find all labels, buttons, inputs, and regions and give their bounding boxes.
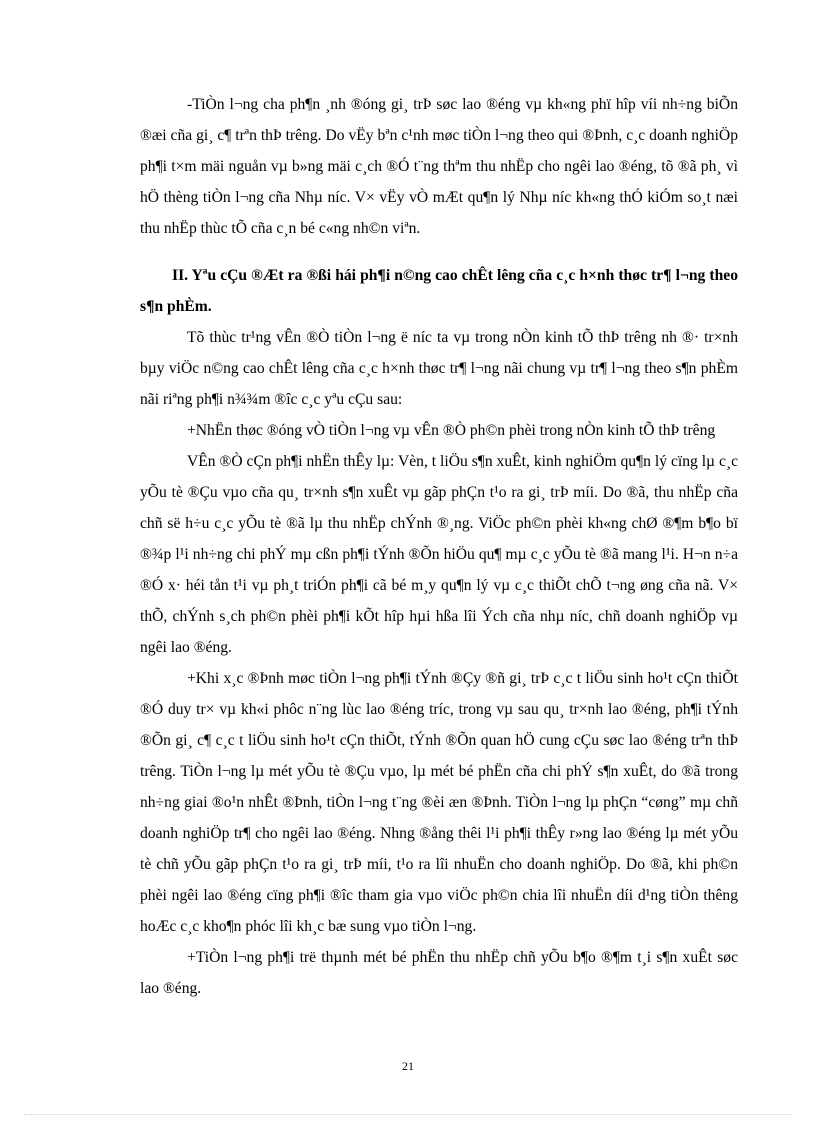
section-heading: II. Yªu cÇu ®Æt ra ®ßi hái ph¶i n©ng cao chÊt lêng cña c¸c h×nh thøc tr¶ l¬ng theo s¶n phÈm. [140,267,738,315]
page-bottom-rule [24,1114,792,1115]
paragraph-requirement-3: +TiÒn l¬ng ph¶i trë thµnh mét bé phËn thu nhËp chñ yÕu b¶o ®¶m t¸i s¶n xuÊt søc lao ®éng. [140,949,738,997]
paragraph-requirement-2: +Khi x¸c ®Þnh møc tiÒn l¬ng ph¶i tÝnh ®Çy ®ñ gi¸ trÞ c¸c t liÖu sinh ho¹t cÇn thiÕt ®Ó duy tr× vµ kh«i phôc n¨ng lùc lao ®éng tríc, trong vµ sau qu¸ tr×nh lao ®éng, ph¶i tÝnh ®Õn gi¸ c¶ c¸c t liÖu sinh ho¹t cÇn thiÕt, tÝnh ®Õn quan hÖ cung cÇu søc lao ®éng trªn thÞ trêng. TiÒn l¬ng lµ mét yÕu tè ®Çu vµo, lµ mét bé phËn cña chi phÝ s¶n xuÊt, do ®ã trong nh÷ng giai ®o¹n nhÊt ®Þnh, tiÒn l¬ng t¨ng ®èi æn ®Þnh. TiÒn l¬ng lµ phÇn “cøng” mµ chñ doanh nghiÖp tr¶ cho ngêi lao ®éng. Nhng ®ång thêi l¹i ph¶i thÊy r»ng lao ®éng lµ mét yÕu tè chñ yÕu gãp phÇn t¹o ra gi¸ trÞ míi, t¹o ra lîi nhuËn cho doanh nghiÖp. Do ®ã, khi ph©n phèi ngêi lao ®éng cïng ph¶i ®îc tham gia vµo viÖc ph©n chia lîi nhuËn díi d¹ng tiÒn thêng hoÆc c¸c kho¶n phóc lîi kh¸c bæ sung vµo tiÒn l¬ng. [140,670,738,935]
paragraph-wage-inadequacy: -TiÒn l¬ng cha ph¶n ¸nh ®óng gi¸ trÞ søc lao ®éng vµ kh«ng phï hîp víi nh÷ng biÕn ®æi cña gi¸ c¶ trªn thÞ trêng. Do vËy bªn c¹nh møc tiÒn l¬ng theo qui ®Þnh, c¸c doanh nghiÖp ph¶i t×m mäi nguån vµ b»ng mäi c¸ch ®Ó t¨ng thªm thu nhËp cho ngêi lao ®éng, tõ ®ã ph¸ vì hÖ thèng tiÒn l¬ng cña Nhµ níc. V× vËy vÒ mÆt qu¶n lý Nhµ níc kh«ng thÓ kiÓm so¸t næi thu nhËp thùc tÕ cña c¸n bé c«ng nh©n viªn. [140,96,738,237]
paragraph-requirements-intro: Tõ thùc tr¹ng vÊn ®Ò tiÒn l¬ng ë níc ta vµ trong nÒn kinh tÕ thÞ trêng nh ®· tr×nh bµy viÖc n©ng cao chÊt lêng cña c¸c h×nh thøc tr¶ l¬ng nãi chung vµ tr¶ l¬ng theo s¶n phÈm nãi riªng ph¶i n¾¾m ®îc c¸c yªu cÇu sau: [140,329,738,408]
paragraph-distribution-issue: VÊn ®Ò cÇn ph¶i nhËn thÊy lµ: Vèn, t liÖu s¶n xuÊt, kinh nghiÖm qu¶n lý cïng lµ c¸c yÕu tè ®Çu vµo cña qu¸ tr×nh s¶n xuÊt vµ gãp phÇn t¹o ra gi¸ trÞ míi. Do ®ã, thu nhËp cña chñ së h÷u c¸c yÕu tè ®ã lµ thu nhËp chÝnh ®¸ng. ViÖc ph©n phèi kh«ng chØ ®¶m b¶o bï ®¾p l¹i nh÷ng chi phÝ mµ cßn ph¶i tÝnh ®Õn hiÖu qu¶ mµ c¸c yÕu tè ®ã mang l¹i. H¬n n÷a ®Ó x· héi tån t¹i vµ ph¸t triÓn ph¶i cã bé m¸y qu¶n lý vµ c¸c thiÕt chÕ t¬ng øng cña nã. V× thÕ, chÝnh s¸ch ph©n phèi ph¶i kÕt hîp hµi hßa lîi Ých cña nhµ níc, chñ doanh nghiÖp vµ ngêi lao ®éng. [140,453,738,656]
page-body [140,89,738,1004]
page-number: 21 [402,1059,414,1073]
paragraph-requirement-1: +NhËn thøc ®óng vÒ tiÒn l¬ng vµ vÊn ®Ò ph©n phèi trong nÒn kinh tÕ thÞ trêng [187,422,716,439]
